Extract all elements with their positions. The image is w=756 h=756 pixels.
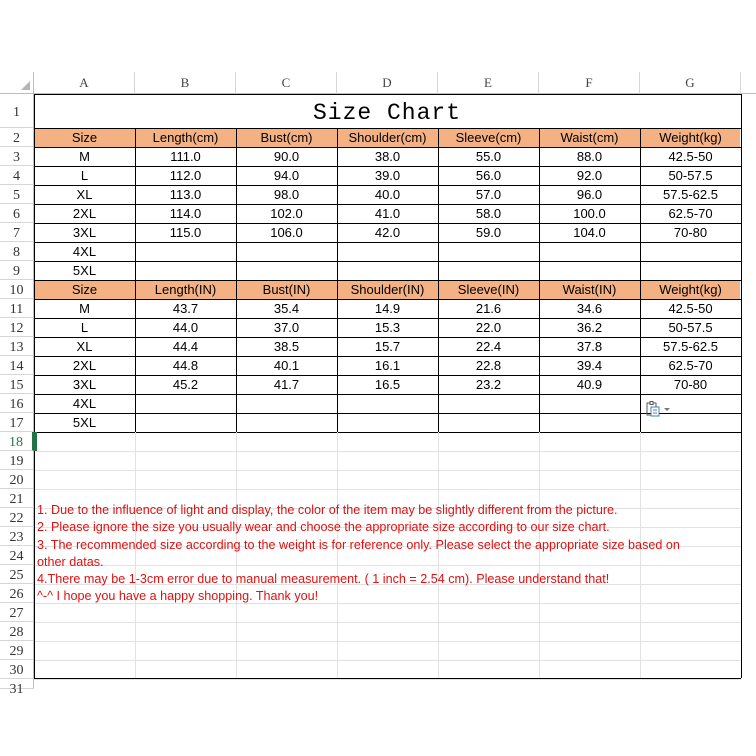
table-cell[interactable] xyxy=(539,261,640,280)
table-cell[interactable] xyxy=(438,261,539,280)
row-header-19[interactable]: 19 xyxy=(0,451,34,470)
grid-col-faint xyxy=(640,432,641,678)
note-line: other datas. xyxy=(37,555,104,569)
table-cell[interactable]: 3XL xyxy=(72,377,97,392)
table-cell[interactable]: 98.0 xyxy=(273,187,300,202)
table-cell[interactable] xyxy=(135,394,236,413)
table-cell[interactable] xyxy=(236,242,337,261)
row-header-24[interactable]: 24 xyxy=(0,546,34,565)
row-header-25[interactable]: 25 xyxy=(0,565,34,584)
table-cell[interactable]: 34.6 xyxy=(576,301,603,316)
table-cell[interactable]: 70-80 xyxy=(673,377,708,392)
row-header-15[interactable]: 15 xyxy=(0,375,34,394)
table-cell[interactable]: 15.3 xyxy=(374,320,401,335)
table-cell[interactable]: 104.0 xyxy=(573,225,606,240)
table-cell[interactable]: 16.1 xyxy=(374,358,401,373)
table-cell[interactable]: 44.0 xyxy=(172,320,199,335)
table-cell[interactable]: 36.2 xyxy=(576,320,603,335)
table-cell[interactable]: 111.0 xyxy=(170,149,201,164)
grid-col-faint xyxy=(236,432,237,678)
column-label-cell[interactable]: Size xyxy=(71,282,98,297)
grid-faint-line xyxy=(34,622,741,623)
table-cell[interactable] xyxy=(236,261,337,280)
table-cell[interactable]: 22.8 xyxy=(475,358,502,373)
table-cell[interactable]: L xyxy=(80,168,89,183)
table-cell[interactable]: 4XL xyxy=(72,244,97,259)
grid-faint-line xyxy=(34,489,741,490)
row-header-18[interactable]: 18 xyxy=(0,432,34,451)
note-line: ^-^ I hope you have a happy shopping. Thank you! xyxy=(37,589,319,603)
table-cell[interactable]: 39.4 xyxy=(576,358,603,373)
table-cell[interactable]: 40.0 xyxy=(374,187,401,202)
column-label-cell[interactable]: Bust(IN) xyxy=(262,282,311,297)
paste-options-icon[interactable] xyxy=(645,400,673,418)
table-cell[interactable] xyxy=(539,242,640,261)
table-cell[interactable]: 4XL xyxy=(72,396,97,411)
column-label-cell[interactable]: Sleeve(IN) xyxy=(457,282,520,297)
row-header-27[interactable]: 27 xyxy=(0,603,34,622)
grid-faint-line xyxy=(34,641,741,642)
table-cell[interactable]: 41.7 xyxy=(273,377,300,392)
table-cell[interactable] xyxy=(438,413,539,432)
row-header-4[interactable]: 4 xyxy=(0,166,34,185)
table-cell[interactable] xyxy=(135,413,236,432)
active-cell-indicator xyxy=(34,432,37,451)
table-cell[interactable]: 44.4 xyxy=(172,339,199,354)
row-header-2[interactable]: 2 xyxy=(0,128,34,147)
grid-faint-line xyxy=(34,660,741,661)
table-cell[interactable]: XL xyxy=(76,187,93,202)
table-cell[interactable]: 37.8 xyxy=(576,339,603,354)
table-cell[interactable] xyxy=(337,242,438,261)
row-header-14[interactable]: 14 xyxy=(0,356,34,375)
table-cell[interactable]: 42.5-50 xyxy=(668,149,713,164)
note-line: 3. The recommended size according to the weight is for reference only. Please select the appropriate size based on xyxy=(37,538,680,552)
table-cell[interactable]: 16.5 xyxy=(374,377,401,392)
table-cell[interactable]: 115.0 xyxy=(169,225,202,240)
table-cell[interactable]: 106.0 xyxy=(270,225,303,240)
table-cell[interactable]: 50-57.5 xyxy=(668,168,713,183)
row-header-12[interactable]: 12 xyxy=(0,318,34,337)
table-cell[interactable]: 102.0 xyxy=(270,206,303,221)
row-header-28[interactable]: 28 xyxy=(0,622,34,641)
table-cell[interactable]: 88.0 xyxy=(576,149,603,164)
column-label-cell[interactable]: Sleeve(cm) xyxy=(455,130,522,145)
column-header-g[interactable]: G xyxy=(640,72,741,94)
row-header-9[interactable]: 9 xyxy=(0,261,34,280)
table-cell[interactable]: 96.0 xyxy=(576,187,603,202)
row-header-21[interactable]: 21 xyxy=(0,489,34,508)
table-cell[interactable]: 59.0 xyxy=(475,225,502,240)
row-header-17[interactable]: 17 xyxy=(0,413,34,432)
table-cell[interactable]: 90.0 xyxy=(273,149,300,164)
table-cell[interactable]: L xyxy=(80,320,89,335)
table-cell[interactable]: 3XL xyxy=(72,225,97,240)
column-header-b[interactable]: B xyxy=(135,72,236,94)
grid-faint-line xyxy=(34,565,741,566)
grid-col-line xyxy=(741,94,742,678)
column-header-c[interactable]: C xyxy=(236,72,337,94)
grid-top xyxy=(34,94,741,95)
table-cell[interactable]: 40.1 xyxy=(273,358,300,373)
column-header-a[interactable]: A xyxy=(34,72,135,94)
grid-col-faint xyxy=(337,432,338,678)
table-cell[interactable]: 70-80 xyxy=(673,225,708,240)
column-label-cell[interactable]: Waist(IN) xyxy=(562,282,617,297)
table-cell[interactable]: 57.5-62.5 xyxy=(663,339,718,354)
table-cell[interactable]: 58.0 xyxy=(475,206,502,221)
grid-faint-line xyxy=(34,451,741,452)
table-cell[interactable]: M xyxy=(79,301,90,316)
table-cell[interactable]: 44.8 xyxy=(172,358,199,373)
table-cell[interactable]: 2XL xyxy=(72,206,97,221)
table-cell[interactable]: 35.4 xyxy=(273,301,300,316)
table-cell[interactable] xyxy=(337,394,438,413)
row-header-16[interactable]: 16 xyxy=(0,394,34,413)
table-cell[interactable]: 39.0 xyxy=(374,168,401,183)
column-header-e[interactable]: E xyxy=(438,72,539,94)
column-label-cell[interactable]: Bust(cm) xyxy=(260,130,313,145)
table-cell[interactable] xyxy=(337,261,438,280)
table-cell[interactable]: 42.0 xyxy=(374,225,401,240)
row-header-10[interactable]: 10 xyxy=(0,280,34,299)
row-header-11[interactable]: 11 xyxy=(0,299,34,318)
note-line: 2. Please ignore the size you usually wear and choose the appropriate size according to our size chart. xyxy=(37,520,610,534)
table-cell[interactable]: 43.7 xyxy=(172,301,199,316)
table-cell[interactable]: 22.4 xyxy=(475,339,502,354)
table-cell[interactable] xyxy=(337,413,438,432)
table-cell[interactable]: 57.0 xyxy=(475,187,502,202)
table-cell[interactable]: 55.0 xyxy=(475,149,502,164)
grid-faint-line xyxy=(34,470,741,471)
note-line: 1. Due to the influence of light and display, the color of the item may be slightly different from the picture. xyxy=(37,503,618,517)
column-label-cell[interactable]: Shoulder(IN) xyxy=(350,282,425,297)
table-cell[interactable]: 100.0 xyxy=(573,206,606,221)
table-cell[interactable]: 94.0 xyxy=(273,168,300,183)
row-header-31[interactable]: 31 xyxy=(0,679,34,689)
chart-title[interactable]: Size Chart xyxy=(312,100,462,126)
table-cell[interactable] xyxy=(640,242,741,261)
select-all-corner[interactable] xyxy=(0,72,34,94)
row-header-30[interactable]: 30 xyxy=(0,660,34,679)
column-label-cell[interactable]: Shoulder(cm) xyxy=(348,130,427,145)
column-label-cell[interactable]: Waist(cm) xyxy=(560,130,619,145)
table-cell[interactable] xyxy=(236,413,337,432)
column-header-d[interactable]: D xyxy=(337,72,438,94)
table-cell[interactable]: 50-57.5 xyxy=(668,320,713,335)
table-cell[interactable]: 62.5-70 xyxy=(668,358,713,373)
table-cell[interactable]: 40.9 xyxy=(576,377,603,392)
grid-col-faint xyxy=(438,432,439,678)
table-cell[interactable] xyxy=(438,242,539,261)
note-line: 4.There may be 1-3cm error due to manual measurement. ( 1 inch = 2.54 cm). Please understand that! xyxy=(37,572,610,586)
row-header-22[interactable]: 22 xyxy=(0,508,34,527)
table-cell[interactable]: 14.9 xyxy=(374,301,401,316)
column-header-overflow xyxy=(741,72,756,94)
table-cell[interactable]: 2XL xyxy=(72,358,97,373)
row-header-13[interactable]: 13 xyxy=(0,337,34,356)
grid-col-faint xyxy=(135,432,136,678)
column-label-cell[interactable]: Length(cm) xyxy=(152,130,219,145)
table-cell[interactable]: XL xyxy=(76,339,93,354)
table-cell[interactable]: 42.5-50 xyxy=(668,301,713,316)
row-header-20[interactable]: 20 xyxy=(0,470,34,489)
table-cell[interactable]: 92.0 xyxy=(576,168,603,183)
table-cell[interactable] xyxy=(135,261,236,280)
table-cell[interactable]: 5XL xyxy=(72,263,97,278)
table-cell[interactable]: 15.7 xyxy=(374,339,401,354)
row-header-23[interactable]: 23 xyxy=(0,527,34,546)
column-label-cell[interactable]: Length(IN) xyxy=(154,282,217,297)
row-header-7[interactable]: 7 xyxy=(0,223,34,242)
row-header-3[interactable]: 3 xyxy=(0,147,34,166)
row-header-29[interactable]: 29 xyxy=(0,641,34,660)
column-label-cell[interactable]: Size xyxy=(71,130,98,145)
grid-bottom-line xyxy=(34,678,741,679)
table-cell[interactable]: 114.0 xyxy=(169,206,202,221)
column-header-f[interactable]: F xyxy=(539,72,640,94)
grid-faint-line xyxy=(34,603,741,604)
row-header-26[interactable]: 26 xyxy=(0,584,34,603)
table-cell[interactable]: M xyxy=(79,149,90,164)
row-header-8[interactable]: 8 xyxy=(0,242,34,261)
table-cell[interactable]: 112.0 xyxy=(169,168,202,183)
grid-col-faint xyxy=(539,432,540,678)
grid-faint-line xyxy=(34,679,741,680)
table-cell[interactable]: 21.6 xyxy=(475,301,502,316)
grid-row-line xyxy=(34,432,741,433)
table-cell[interactable]: 56.0 xyxy=(475,168,502,183)
table-cell[interactable]: 41.0 xyxy=(374,206,401,221)
table-cell[interactable]: 57.5-62.5 xyxy=(663,187,718,202)
table-cell[interactable] xyxy=(640,261,741,280)
table-cell[interactable]: 62.5-70 xyxy=(668,206,713,221)
column-label-cell[interactable]: Weight(kg) xyxy=(659,282,722,297)
row-header-5[interactable]: 5 xyxy=(0,185,34,204)
table-cell[interactable] xyxy=(539,413,640,432)
table-cell[interactable] xyxy=(236,394,337,413)
table-cell[interactable]: 113.0 xyxy=(169,187,202,202)
table-cell[interactable]: 5XL xyxy=(72,415,97,430)
table-cell[interactable]: 37.0 xyxy=(273,320,300,335)
table-cell[interactable] xyxy=(438,394,539,413)
table-cell[interactable] xyxy=(539,394,640,413)
row-header-1[interactable]: 1 xyxy=(0,94,34,128)
row-header-6[interactable]: 6 xyxy=(0,204,34,223)
table-cell[interactable]: 22.0 xyxy=(475,320,502,335)
table-cell[interactable]: 45.2 xyxy=(172,377,199,392)
column-label-cell[interactable]: Weight(kg) xyxy=(659,130,722,145)
table-cell[interactable]: 38.0 xyxy=(374,149,401,164)
table-cell[interactable]: 38.5 xyxy=(273,339,300,354)
table-cell[interactable]: 23.2 xyxy=(475,377,502,392)
table-cell[interactable] xyxy=(135,242,236,261)
